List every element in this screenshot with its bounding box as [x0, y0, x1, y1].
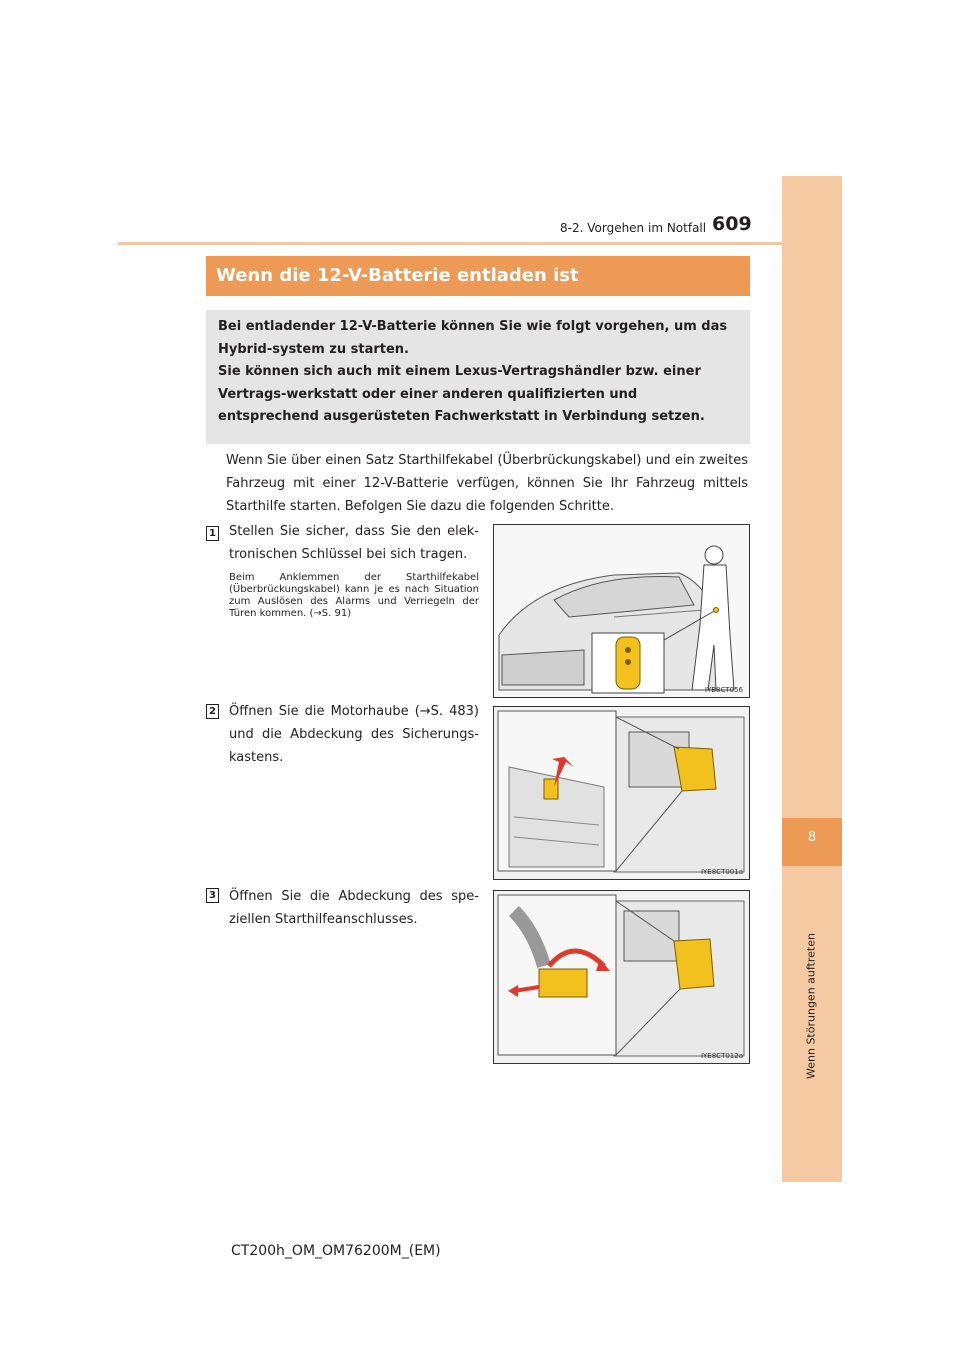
figure-smart-key [493, 524, 750, 698]
chapter-title: Wenn Störungen auftreten [804, 933, 818, 1079]
step-1-text: Stellen Sie sicher, dass Sie den elek-tronischen Schlüssel bei sich tragen. [229, 524, 479, 562]
intro-line-1: Bei entladender 12-V-Batterie können Sie wie folgt vorgehen, um das Hybrid-system zu starten. [218, 319, 728, 357]
figure-code: IYE8CT001a [700, 868, 743, 876]
page-number: 609 [712, 213, 752, 235]
engine-bay-illustration [494, 707, 749, 879]
figure-code: IYB8CT056 [704, 686, 743, 694]
chapter-number: 8 [807, 830, 817, 845]
intro-line-2: Sie können sich auch mit einem Lexus-Vertragshändler bzw. einer Vertrags-werkstatt oder einer anderen qualifizierten und entsprechend ausgerüsteten Fachwerkstatt in Verbindung setzen. [218, 364, 705, 424]
step-1-note: Beim Anklemmen der Starthilfekabel (Überbrückungskabel) kann je es nach Situation zum Auslösen des Alarms und Verriegeln der Türen kommen. (→S. 91) [229, 572, 479, 619]
header-section-title: 8-2. Vorgehen im Notfall [560, 221, 707, 235]
header-rule [118, 242, 782, 245]
step-number-2: 2 [206, 704, 219, 719]
step-number-1: 1 [206, 526, 219, 541]
step-number-3: 3 [206, 888, 219, 903]
footer-doc-code: CT200h_OM_OM76200M_(EM) [231, 1243, 441, 1259]
step-2-text: Öffnen Sie die Motorhaube (→S. 483) und die Abdeckung des Sicherungs-kastens. [229, 704, 479, 765]
figure-code: IYE8CT012a [700, 1052, 743, 1060]
section-title: Wenn die 12-V-Batterie entladen ist [216, 265, 579, 286]
step-3-text: Öffnen Sie die Abdeckung des spe-ziellen Starthilfeanschlusses. [229, 889, 479, 927]
body-paragraph: Wenn Sie über einen Satz Starthilfekabel (Überbrückungskabel) und ein zweites Fahrzeug mit einer 12-V-Batterie verfügen, können Sie Ihr Fahrzeug mittels Starthilfe starten. Befolgen Sie dazu die folgenden Schritte. [226, 453, 748, 514]
terminal-cover-illustration [494, 891, 749, 1063]
intro-box [206, 310, 750, 444]
car-key-illustration [494, 525, 749, 697]
figure-jump-terminal [493, 890, 750, 1064]
figure-open-hood [493, 706, 750, 880]
